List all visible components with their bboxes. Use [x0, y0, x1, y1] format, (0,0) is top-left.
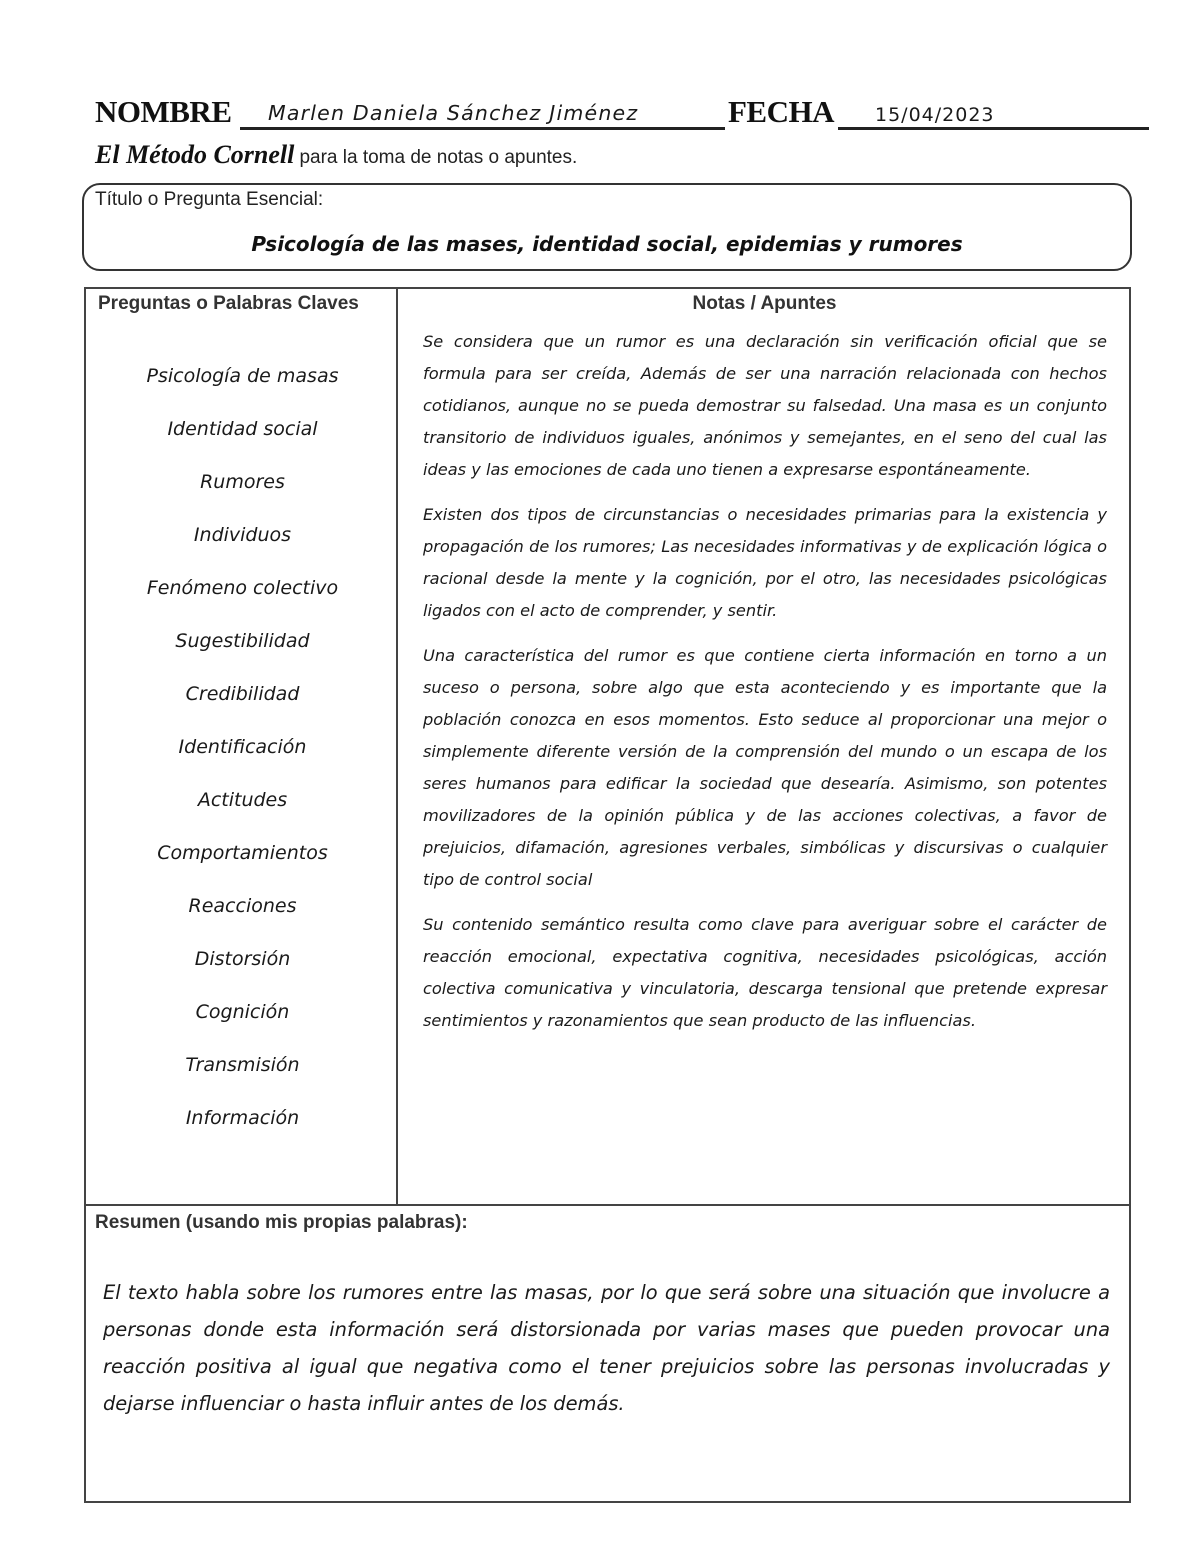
- keyword-item: Identidad social: [167, 418, 318, 440]
- notes-column-header: Notas / Apuntes: [692, 293, 837, 314]
- keywords-column-header: Preguntas o Palabras Claves: [98, 293, 359, 314]
- subtitle: [95, 140, 577, 170]
- name-value[interactable]: Marlen Daniela Sánchez Jiménez: [268, 101, 639, 125]
- date-underline: [838, 127, 1149, 130]
- essential-question-title[interactable]: Psicología de las mases, identidad social, epidemias y rumores: [251, 232, 963, 256]
- keyword-item: Identificación: [178, 736, 307, 758]
- keyword-item: Psicología de masas: [146, 365, 339, 387]
- keyword-item: Sugestibilidad: [175, 630, 310, 652]
- notes-paragraph: Existen dos tipos de circunstancias o necesidades primarias para la existencia y propagación de los rumores; Las necesidades informativas y de explicación lógica o racional desde la mente y la cognición, por el otro, las necesidades psicológicas ligados con el acto de comprender, y sentir.: [423, 505, 1107, 620]
- summary-label: Resumen (usando mis propias palabras):: [95, 1212, 468, 1233]
- essential-question-label: Título o Pregunta Esencial:: [95, 189, 324, 210]
- keyword-item: Distorsión: [194, 948, 291, 970]
- keyword-item: Fenómeno colectivo: [146, 577, 339, 599]
- date-value[interactable]: 15/04/2023: [875, 104, 995, 126]
- keyword-item: Cognición: [195, 1001, 290, 1023]
- date-label: FECHA: [728, 94, 834, 129]
- notes-body: [423, 326, 1107, 1050]
- summary-text: El texto habla sobre los rumores entre las masas, por lo que será sobre una situación que involucre a personas donde esta información será distorsionada por varias mases que pueden provocar una reacción positiva al igual que negativa como el tener prejuicios sobre las personas involucradas y dejarse influenciar o hasta influir antes de los demás.: [103, 1281, 1110, 1415]
- keywords-list: [100, 358, 385, 1153]
- notes-paragraph: Se considera que un rumor es una declaración sin verificación oficial que se formula para ser creída, Además de ser una narración relacionada con hechos cotidianos, aunque no se pueda demostrar su falsedad. Una masa es un conjunto transitorio de individuos iguales, anónimos y semejantes, en el seno del cual las ideas y las emociones de cada uno tienen a expresarse espontáneamente.: [423, 332, 1107, 479]
- keyword-item: Comportamientos: [157, 842, 328, 864]
- name-underline: [240, 127, 725, 130]
- keyword-item: Reacciones: [188, 895, 297, 917]
- column-divider: [396, 287, 398, 1205]
- keyword-item: Información: [185, 1107, 300, 1129]
- keyword-item: Actitudes: [197, 789, 288, 811]
- keyword-item: Individuos: [193, 524, 292, 546]
- keyword-item: Credibilidad: [185, 683, 300, 705]
- notes-paragraph: Una característica del rumor es que contiene cierta información en torno a un suceso o persona, sobre algo que esta aconteciendo y es importante que la población conozca en esos momentos. Esto seduce al proporcionar una mejor o simplemente diferente versión de la comprensión del mundo o un escapa de los seres humanos para edificar la sociedad que desearía. Asimismo, son potentes movilizadores de la opinión pública y de las acciones colectivas, a favor de prejuicios, difamación, agresiones verbales, simbólicas y discursivas o cualquier tipo de control social: [423, 646, 1107, 889]
- notes-paragraph: Su contenido semántico resulta como clave para averiguar sobre el carácter de reacción emocional, expectativa cognitiva, necesidades psicológicas, acción colectiva comunicativa y vinculatoria, descarga tensional que pretende expresar sentimientos y razonamientos que sean producto de las influencias.: [423, 915, 1107, 1030]
- keyword-item: Transmisión: [185, 1054, 300, 1076]
- subtitle-text: para la toma de notas o apuntes.: [299, 147, 578, 168]
- name-label: NOMBRE: [95, 94, 232, 129]
- keyword-item: Rumores: [200, 471, 285, 493]
- cornell-method-script: El Método Cornell: [95, 140, 295, 169]
- summary-divider: [84, 1204, 1131, 1206]
